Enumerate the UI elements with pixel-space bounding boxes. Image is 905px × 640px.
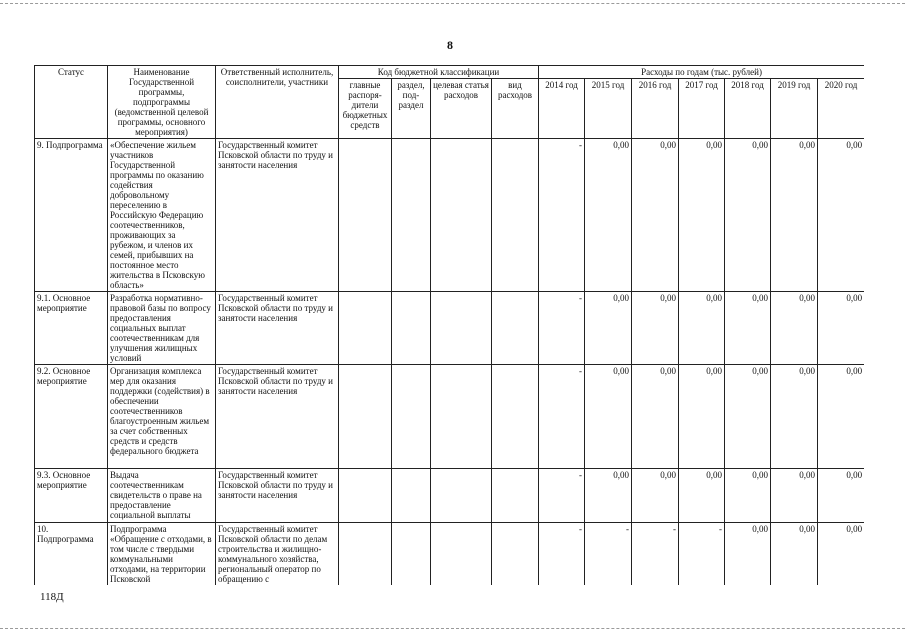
- header-executor: Ответственный исполнитель, соисполнители, участники: [216, 66, 339, 139]
- row-status: 9.2. Основное мероприятие: [35, 365, 108, 469]
- row-value-2015: 0,00: [585, 292, 632, 365]
- row-target: [431, 469, 492, 523]
- row-value-2018: 0,00: [725, 365, 771, 469]
- row-value-2016: -: [632, 523, 679, 586]
- row-value-2017: 0,00: [679, 365, 725, 469]
- row-grbs: [339, 523, 392, 586]
- row-executor: Государственный комитет Псковской области по труду и занятости населения: [216, 469, 339, 523]
- budget-table-area: [34, 65, 864, 585]
- header-year-2019: 2019 год: [771, 79, 818, 139]
- row-section: [392, 469, 431, 523]
- row-type: [492, 292, 539, 365]
- row-value-2019: 0,00: [771, 523, 818, 586]
- row-name: Подпрограмма «Обращение с отходами, в том числе с твердыми коммунальными отходами, на территории Псковской: [108, 523, 216, 586]
- row-value-2014: -: [539, 365, 585, 469]
- row-value-2019: 0,00: [771, 469, 818, 523]
- header-name: Наименование Государственной программы, подпрограммы (ведомственной целевой программы, основного мероприятия): [108, 66, 216, 139]
- row-value-2020: 0,00: [818, 469, 864, 523]
- row-value-2016: 0,00: [632, 139, 679, 292]
- row-section: [392, 292, 431, 365]
- row-value-2017: 0,00: [679, 469, 725, 523]
- row-section: [392, 139, 431, 292]
- row-value-2019: 0,00: [771, 292, 818, 365]
- row-type: [492, 523, 539, 586]
- top-scan-edge: [0, 3, 905, 4]
- row-value-2017: 0,00: [679, 139, 725, 292]
- row-value-2015: 0,00: [585, 469, 632, 523]
- header-target: целевая статья расходов: [431, 79, 492, 139]
- row-grbs: [339, 139, 392, 292]
- page-number: 8: [447, 38, 453, 52]
- row-executor: Государственный комитет Псковской области по делам строительства и жилищно-коммунального хозяйства, региональный оператор по обращению с: [216, 523, 339, 586]
- row-section: [392, 365, 431, 469]
- header-year-2018: 2018 год: [725, 79, 771, 139]
- header-year-2014: 2014 год: [539, 79, 585, 139]
- row-status: 9. Подпрограмма: [35, 139, 108, 292]
- table-row: [35, 139, 865, 292]
- header-expenses: Расходы по годам (тыс. рублей): [539, 66, 864, 79]
- row-executor: Государственный комитет Псковской области по труду и занятости населения: [216, 292, 339, 365]
- row-status: 9.3. Основное мероприятие: [35, 469, 108, 523]
- row-value-2020: 0,00: [818, 365, 864, 469]
- table-row: [35, 469, 865, 523]
- header-year-2016: 2016 год: [632, 79, 679, 139]
- footer-code: 118Д: [40, 591, 64, 603]
- row-value-2020: 0,00: [818, 139, 864, 292]
- row-value-2014: -: [539, 292, 585, 365]
- table-row: [35, 365, 865, 469]
- header-budget-code: Код бюджетной классификации: [339, 66, 539, 79]
- row-target: [431, 139, 492, 292]
- row-value-2019: 0,00: [771, 139, 818, 292]
- row-target: [431, 292, 492, 365]
- row-type: [492, 469, 539, 523]
- table-row: [35, 292, 865, 365]
- header-row-1: [35, 66, 865, 79]
- row-value-2020: 0,00: [818, 292, 864, 365]
- row-status: 10. Подпрограмма: [35, 523, 108, 586]
- row-name: Выдача соотечественникам свидетельств о праве на предоставление социальной выплаты: [108, 469, 216, 523]
- row-value-2018: 0,00: [725, 139, 771, 292]
- row-value-2018: 0,00: [725, 523, 771, 586]
- row-value-2016: 0,00: [632, 292, 679, 365]
- row-type: [492, 365, 539, 469]
- row-value-2019: 0,00: [771, 365, 818, 469]
- row-name: Разработка нормативно-правовой базы по вопросу предоставления социальных выплат соотечественникам для улучшения жилищных условий: [108, 292, 216, 365]
- header-year-2017: 2017 год: [679, 79, 725, 139]
- row-value-2014: -: [539, 523, 585, 586]
- header-year-2015: 2015 год: [585, 79, 632, 139]
- row-value-2017: -: [679, 523, 725, 586]
- header-grbs: главные распоря- дители бюджетных средств: [339, 79, 392, 139]
- row-value-2016: 0,00: [632, 469, 679, 523]
- row-name: Организация комплекса мер для оказания поддержки (содействия) в обеспечении соотечественников благоустроенным жильем за счет собственных средств и средств федерального бюджета: [108, 365, 216, 469]
- row-section: [392, 523, 431, 586]
- row-executor: Государственный комитет Псковской области по труду и занятости населения: [216, 139, 339, 292]
- row-grbs: [339, 365, 392, 469]
- row-value-2018: 0,00: [725, 469, 771, 523]
- row-target: [431, 365, 492, 469]
- row-value-2015: 0,00: [585, 139, 632, 292]
- row-value-2018: 0,00: [725, 292, 771, 365]
- row-name: «Обеспечение жильем участников Государственной программы по оказанию содействия добровольному переселению в Российскую Федерацию соотечественников, проживающих за рубежом, и членов их семей, прибывших на постоянное место жительства в Псковскую область»: [108, 139, 216, 292]
- budget-table: [34, 65, 864, 585]
- row-value-2016: 0,00: [632, 365, 679, 469]
- header-type: вид расходов: [492, 79, 539, 139]
- row-status: 9.1. Основное мероприятие: [35, 292, 108, 365]
- row-value-2015: 0,00: [585, 365, 632, 469]
- row-grbs: [339, 469, 392, 523]
- row-value-2014: -: [539, 469, 585, 523]
- row-value-2020: 0,00: [818, 523, 864, 586]
- header-section: раздел, под- раздел: [392, 79, 431, 139]
- row-target: [431, 523, 492, 586]
- row-type: [492, 139, 539, 292]
- bottom-scan-edge: [0, 628, 905, 629]
- row-value-2014: -: [539, 139, 585, 292]
- table-row: [35, 523, 865, 586]
- row-value-2017: 0,00: [679, 292, 725, 365]
- header-year-2020: 2020 год: [818, 79, 864, 139]
- row-executor: Государственный комитет Псковской области по труду и занятости населения: [216, 365, 339, 469]
- row-grbs: [339, 292, 392, 365]
- header-status: Статус: [35, 66, 108, 139]
- row-value-2015: -: [585, 523, 632, 586]
